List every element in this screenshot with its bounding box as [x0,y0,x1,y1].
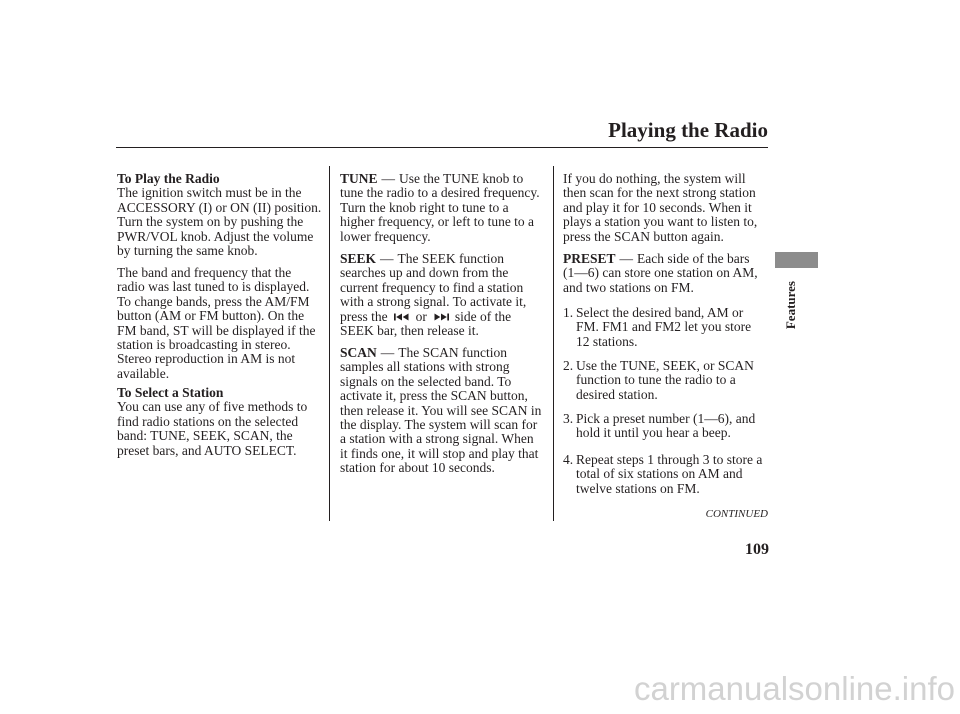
text-line: Repeat steps 1 through 3 to store a [576,452,763,467]
text-line: activate it, press the SCAN button, [340,388,528,404]
text-line: FM. FM1 and FM2 let you store [576,319,752,335]
text-line: The ignition switch must be in the [117,185,302,201]
preset-first-line [563,252,758,266]
text-line: the display. The system will scan for [340,416,538,432]
text-line: You can use any of five methods to [117,399,308,415]
title-rule [116,147,768,148]
step-body [576,453,762,496]
preset-label: PRESET [563,251,616,266]
text-line: current frequency to find a station [340,279,524,295]
continued-note: CONTINUED [705,508,768,520]
text-line: and two stations on FM. [563,279,694,295]
step-body [576,306,751,349]
text-line: desired station. [576,386,658,402]
dash-separator: — [619,251,634,266]
text-line: The band and frequency that the [117,265,292,280]
step-number: 2. [563,358,574,373]
step-body [576,412,755,441]
text-line: FM band, ST will be displayed if the [117,322,316,338]
section-title: Playing the Radio [608,118,768,142]
play-radio-heading: To Play the Radio [117,171,220,186]
tune-first-line [340,172,540,186]
text-line: with a strong signal. To activate it, [340,294,527,310]
dash-separator: — [380,251,394,266]
text-line: available. [117,365,170,381]
text-line: twelve stations on FM. [576,480,700,496]
scan-first-line [340,346,541,360]
text-segment: or [415,308,427,324]
scan-continued-paragraph [563,172,757,244]
text-line: by turning the same knob. [117,242,258,258]
band-display-paragraph [117,266,316,381]
text-line: Use the TUNE knob to [399,171,524,186]
text-line: If you do nothing, the system will [563,171,746,186]
column-divider-left [329,166,330,521]
text-line: total of six stations on AM and [576,466,743,482]
play-radio-section [117,172,321,258]
dash-separator: — [380,345,395,360]
text-line: Turn the system on by pushing the [117,214,304,230]
text-line: and play it for 10 seconds. When it [563,199,752,215]
text-segment: side of the [454,308,512,324]
scan-label: SCAN [340,345,377,360]
preset-step [563,306,751,349]
text-line: tune the radio to a desired frequency. [340,185,540,201]
tune-label: TUNE [340,171,378,186]
skip-back-icon [394,313,410,321]
text-line: (1—6) can store one station on AM, [563,265,758,281]
text-line: then release it. You will see SCAN in [340,402,542,418]
text-line: Select the desired band, AM or [576,305,744,320]
text-line: press the SCAN button again. [563,228,724,244]
text-line: lower frequency. [340,228,431,244]
text-line: station for about 10 seconds. [340,460,495,476]
text-line: PWR/VOL knob. Adjust the volume [117,228,314,244]
seek-button-line [340,310,526,324]
text-line: Use the TUNE, SEEK, or SCAN [576,358,754,373]
text-line: a station with a strong signal. When [340,431,534,447]
step-body [576,359,754,402]
page-number: 109 [745,541,769,558]
select-station-section [117,386,307,458]
preset-step [563,359,754,402]
text-line: station is broadcasting in stereo. [117,336,291,352]
tune-section [340,172,540,244]
skip-forward-icon [433,313,449,321]
text-line: To change bands, press the AM/FM [117,293,310,309]
text-line: 12 stations. [576,333,638,349]
text-line: Turn the knob right to tune to a [340,199,509,215]
text-line: higher frequency, or left to tune to a [340,214,535,230]
text-line: function to tune the radio to a [576,372,736,388]
scan-section [340,346,541,476]
text-line: button (AM or FM button). On the [117,308,305,324]
text-line: preset bars, and AUTO SELECT. [117,442,297,458]
text-line: Each side of the bars [637,251,750,266]
step-number: 3. [563,411,574,426]
text-line: samples all stations with strong [340,359,510,375]
text-line: signals on the selected band. To [340,373,512,389]
preset-step [563,412,755,441]
preset-step [563,453,762,496]
text-line: hold it until you hear a beep. [576,425,731,441]
text-line: radio was last tuned to is displayed. [117,279,310,295]
seek-label: SEEK [340,251,377,266]
text-line: find radio stations on the selected [117,413,299,429]
watermark: carmanualsonline.info [633,670,955,707]
text-line: band: TUNE, SEEK, SCAN, the [117,428,293,444]
text-line: The SCAN function [398,345,508,360]
text-line: ACCESSORY (I) or ON (II) position. [117,199,322,215]
side-tab-marker [775,252,818,268]
dash-separator: — [381,171,396,186]
select-station-heading: To Select a Station [117,385,224,400]
text-line: Stereo reproduction in AM is not [117,351,296,367]
text-line: plays a station you want to listen to, [563,214,758,230]
seek-section [340,252,526,338]
seek-first-line [340,252,526,266]
text-line: searches up and down from the [340,265,509,281]
step-number: 1. [563,305,574,320]
preset-section [563,252,758,295]
text-line: then scan for the next strong station [563,185,756,201]
text-segment: press the [340,308,388,324]
step-number: 4. [563,452,574,467]
text-line: The SEEK function [397,251,505,266]
text-line: Pick a preset number (1—6), and [576,411,756,426]
text-line: SEEK bar, then release it. [340,322,479,338]
text-line: it finds one, it will stop and play that [340,445,539,461]
side-tab-label: Features [783,281,798,330]
column-divider-right [553,166,554,521]
